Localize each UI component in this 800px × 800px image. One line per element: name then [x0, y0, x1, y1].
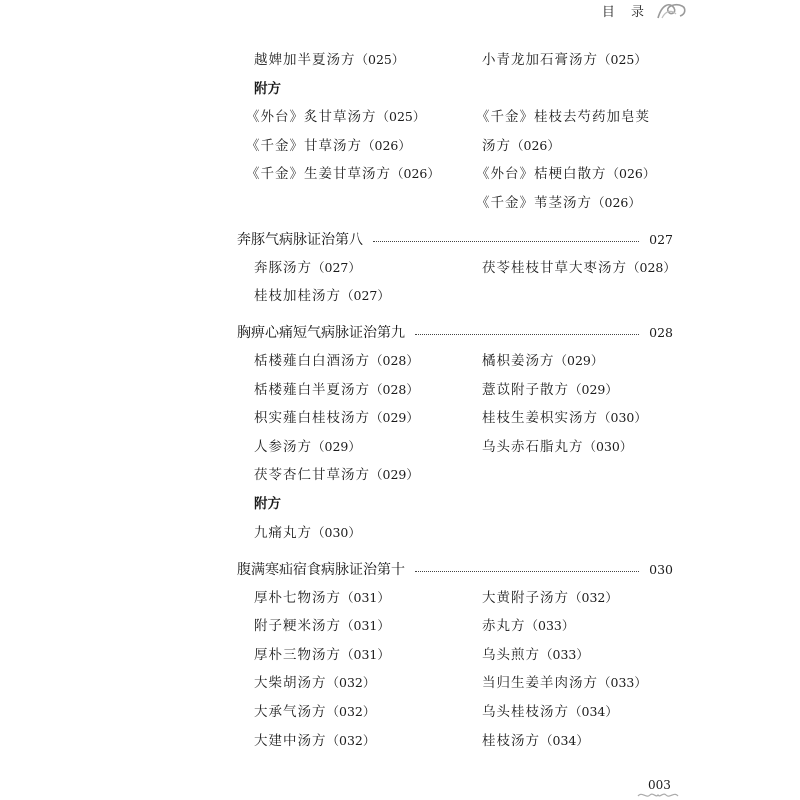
toc-entry[interactable]: 九痛丸方（030）: [254, 525, 361, 541]
toc-entry[interactable]: 薏苡附子散方（029）: [482, 382, 618, 398]
toc-row: [0, 191, 800, 215]
toc-entry[interactable]: 桂枝生姜枳实汤方（030）: [482, 410, 647, 426]
toc-row: [0, 700, 800, 724]
chapter-heading[interactable]: [237, 557, 673, 581]
toc-entry[interactable]: 橘枳姜汤方（029）: [482, 353, 604, 369]
footer-ornament-icon: [636, 790, 680, 800]
page-number: 003: [648, 778, 671, 792]
toc-entry[interactable]: 栝楼薤白半夏汤方（028）: [254, 382, 419, 398]
chapter-page: 030: [649, 561, 673, 577]
chapter-title: 胸痹心痛短气病脉证治第九: [237, 325, 405, 341]
toc-row: [0, 643, 800, 667]
toc-entry[interactable]: 桂枝汤方（034）: [482, 733, 589, 749]
chapter-title: 奔豚气病脉证治第八: [237, 232, 363, 248]
corner-ornament-icon: [656, 0, 688, 20]
toc-entry[interactable]: 《千金》苇茎汤方（026）: [476, 195, 641, 211]
toc-row: [0, 134, 800, 158]
chapter-page: 028: [649, 324, 673, 340]
toc-row: [0, 671, 800, 695]
toc-entry[interactable]: 小青龙加石膏汤方（025）: [482, 52, 647, 68]
toc-entry[interactable]: 《千金》桂枝去芍药加皂荚: [476, 109, 650, 125]
toc-entry[interactable]: 当归生姜羊肉汤方（033）: [482, 675, 647, 691]
toc-row: [0, 521, 800, 545]
toc-entry[interactable]: 附子粳米汤方（031）: [254, 618, 390, 634]
chapter-page: 027: [649, 231, 673, 247]
toc-entry[interactable]: 《外台》炙甘草汤方（025）: [246, 109, 426, 125]
appendix-heading-row: [0, 77, 800, 101]
toc-row: [0, 284, 800, 308]
toc-entry[interactable]: 赤丸方（033）: [482, 618, 575, 634]
toc-entry[interactable]: 大承气汤方（032）: [254, 704, 376, 720]
toc-row: [0, 586, 800, 610]
toc-entry[interactable]: 厚朴七物汤方（031）: [254, 590, 390, 606]
toc-row: [0, 406, 800, 430]
toc-row: [0, 729, 800, 753]
chapter-heading[interactable]: [237, 227, 673, 251]
section-title: 目 录: [601, 5, 650, 20]
appendix-label: 附方: [254, 81, 281, 97]
toc-entry[interactable]: 厚朴三物汤方（031）: [254, 647, 390, 663]
toc-entry[interactable]: 大柴胡汤方（032）: [254, 675, 376, 691]
dot-leader: [415, 571, 639, 572]
dot-leader: [373, 241, 639, 242]
toc-entry[interactable]: 《外台》桔梗白散方（026）: [476, 166, 656, 182]
toc-row: [0, 614, 800, 638]
toc-row: [0, 48, 800, 72]
toc-row: [0, 378, 800, 402]
toc-entry[interactable]: 越婢加半夏汤方（025）: [254, 52, 405, 68]
appendix-heading-row: [0, 492, 800, 516]
toc-entry[interactable]: 茯苓桂枝甘草大枣汤方（028）: [482, 260, 676, 276]
toc-entry[interactable]: 茯苓杏仁甘草汤方（029）: [254, 467, 419, 483]
toc-row: [0, 256, 800, 280]
running-header: [600, 0, 800, 22]
toc-entry[interactable]: 《千金》生姜甘草汤方（026）: [246, 166, 440, 182]
toc-row: [0, 105, 800, 129]
chapter-heading[interactable]: [237, 320, 673, 344]
toc-row: [0, 435, 800, 459]
toc-row: [0, 162, 800, 186]
toc-entry[interactable]: 《千金》甘草汤方（026）: [246, 138, 411, 154]
dot-leader: [415, 334, 639, 335]
toc-entry[interactable]: 大建中汤方（032）: [254, 733, 376, 749]
toc-entry[interactable]: 乌头煎方（033）: [482, 647, 589, 663]
toc-entry[interactable]: 枳实薤白桂枝汤方（029）: [254, 410, 419, 426]
toc-entry[interactable]: 奔豚汤方（027）: [254, 260, 361, 276]
toc-entry[interactable]: 栝楼薤白白酒汤方（028）: [254, 353, 419, 369]
toc-entry[interactable]: 桂枝加桂汤方（027）: [254, 288, 390, 304]
chapter-title: 腹满寒疝宿食病脉证治第十: [237, 562, 405, 578]
toc-entry-continuation[interactable]: 汤方（026）: [482, 138, 560, 154]
toc-row: [0, 349, 800, 373]
toc-row: [0, 463, 800, 487]
appendix-label: 附方: [254, 496, 281, 512]
toc-entry[interactable]: 大黄附子汤方（032）: [482, 590, 618, 606]
toc-entry[interactable]: 乌头赤石脂丸方（030）: [482, 439, 633, 455]
toc-entry[interactable]: 人参汤方（029）: [254, 439, 361, 455]
toc-entry[interactable]: 乌头桂枝汤方（034）: [482, 704, 618, 720]
